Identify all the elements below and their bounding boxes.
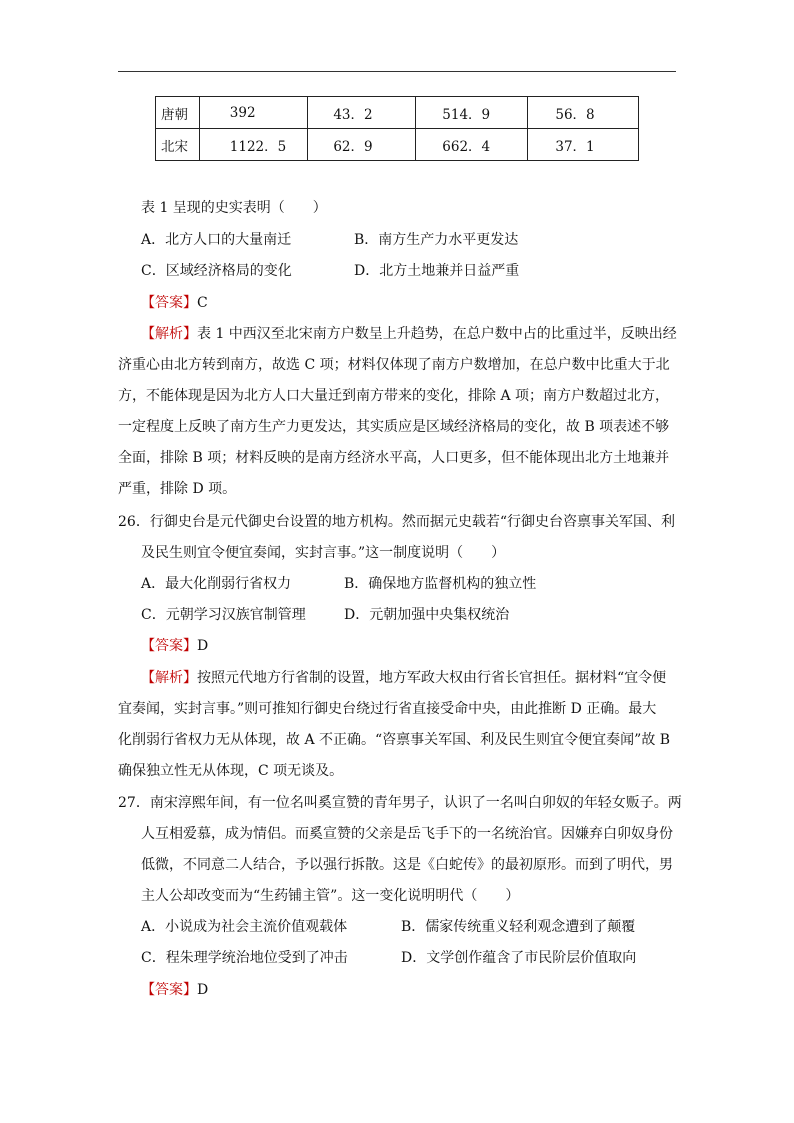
question-stem: 26．行御史台是元代御史台设置的地方机构。然而据元史载若“行御史台咨禀事关军国、利 <box>118 514 675 530</box>
table-cell: 北宋 <box>156 129 200 161</box>
answer-line <box>141 636 208 656</box>
table-cell: 392 <box>199 97 308 129</box>
answer-value: C <box>197 295 208 311</box>
analysis-tag: 【解析】 <box>141 326 197 342</box>
option-c: C．区域经济格局的变化 <box>141 263 292 279</box>
question-stem: 表 1 呈现的史实表明（ ） <box>141 200 327 216</box>
analysis-text: 按照元代地方行省制的设置，地方军政大权由行省长官担任。据材料“宜令便 <box>197 670 667 686</box>
table-row <box>156 129 639 161</box>
answer-tag: 【答案】 <box>141 982 197 998</box>
option-b: B．儒家传统重义轻利观念遭到了颠覆 <box>401 919 636 935</box>
analysis-line: 化削弱行省权力无从体现，故 A 不正确。“咨禀事关军国、利及民生则宜令便宜奏闻”故 B <box>118 732 671 748</box>
question-stem: 27．南宋淳熙年间，有一位名叫奚宣赞的青年男子，认识了一名叫白卯奴的年轻女贩子。两 <box>118 795 682 811</box>
analysis-line <box>141 324 677 344</box>
answer-line <box>141 293 208 313</box>
table-cell: 37．1 <box>528 129 639 161</box>
option-c: C．元朝学习汉族官制管理 <box>141 607 306 623</box>
option-b: B．南方生产力水平更发达 <box>354 232 519 248</box>
option-a: A．最大化削弱行省权力 <box>141 576 292 592</box>
table-cell: 62．9 <box>308 129 416 161</box>
option-a: A．小说成为社会主流价值观载体 <box>141 919 348 935</box>
option-b: B．确保地方监督机构的独立性 <box>344 576 537 592</box>
option-a: A．北方人口的大量南迁 <box>141 232 292 248</box>
option-d: D．文学创作蕴含了市民阶层价值取向 <box>401 950 637 966</box>
answer-tag: 【答案】 <box>141 295 197 311</box>
option-c: C．程朱理学统治地位受到了冲击 <box>141 950 348 966</box>
analysis-line: 全面，排除 B 项；材料反映的是南方经济水平高，人口更多，但不能体现出北方土地兼并 <box>118 450 670 466</box>
analysis-line: 严重，排除 D 项。 <box>118 481 237 497</box>
question-stem: 及民生则宜令便宜奏闻，实封言事。”这一制度说明（ ） <box>141 545 506 561</box>
analysis-line: 一定程度上反映了南方生产力更发达，其实质应是区域经济格局的变化，故 B 项表述不够 <box>118 419 670 435</box>
table-cell: 514．9 <box>416 97 528 129</box>
answer-line <box>141 980 208 1000</box>
table-cell: 56．8 <box>528 97 639 129</box>
table-row <box>156 97 639 129</box>
question-stem: 主人公却改变而为“生药铺主管”。这一变化说明明代（ ） <box>141 888 520 904</box>
data-table <box>155 96 639 161</box>
question-stem: 低微，不同意二人结合，予以强行拆散。这是《白蛇传》的最初原形。而到了明代，男 <box>141 857 673 873</box>
answer-tag: 【答案】 <box>141 638 197 654</box>
answer-value: D <box>197 638 209 654</box>
analysis-line: 济重心由北方转到南方，故选 C 项；材料仅体现了南方户数增加，在总户数中比重大于北 <box>118 357 670 373</box>
table-cell: 1122．5 <box>199 129 308 161</box>
table-cell: 唐朝 <box>156 97 200 129</box>
analysis-line: 方，不能体现是因为北方人口大量迁到南方带来的变化，排除 A 项；南方户数超过北方， <box>118 388 670 404</box>
analysis-line <box>141 668 666 688</box>
table-cell: 43．2 <box>308 97 416 129</box>
option-d: D．北方土地兼并日益严重 <box>354 263 520 279</box>
analysis-line: 宜奏闻，实封言事。”则可推知行御史台绕过行省直接受命中央，由此推断 D 正确。最大 <box>118 701 657 717</box>
analysis-line: 确保独立性无从体现，C 项无谈及。 <box>118 763 344 779</box>
option-d: D．元朝加强中央集权统治 <box>344 607 510 623</box>
question-stem: 人互相爱慕，成为情侣。而奚宣赞的父亲是岳飞手下的一名统治官。因嫌弃白卯奴身份 <box>141 826 673 842</box>
analysis-tag: 【解析】 <box>141 670 197 686</box>
analysis-text: 表 1 中西汉至北宋南方户数呈上升趋势，在总户数中占的比重过半，反映出经 <box>197 326 677 342</box>
table-cell: 662．4 <box>416 129 528 161</box>
answer-value: D <box>197 982 209 998</box>
page-header-rule <box>118 71 676 72</box>
